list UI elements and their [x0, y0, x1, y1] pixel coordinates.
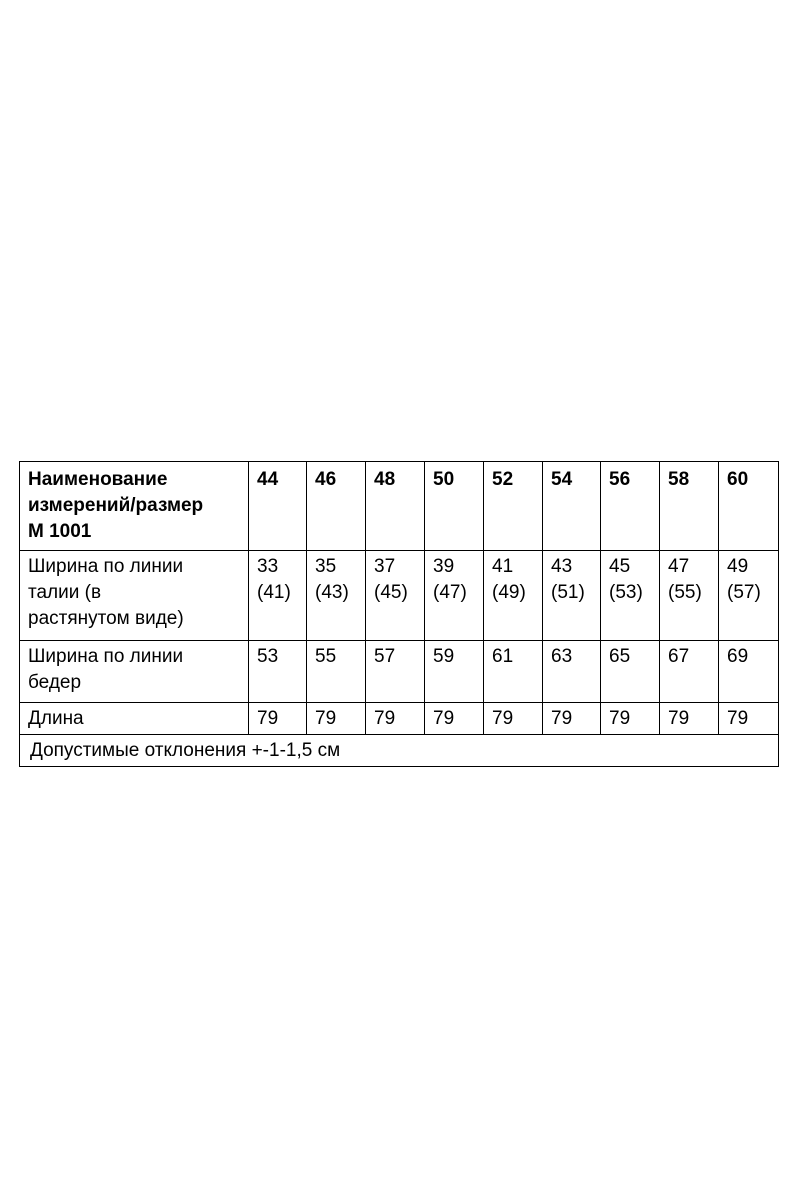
table-row-length [20, 703, 779, 735]
row-label [20, 641, 249, 703]
row-label-line: Ширина по линии [28, 556, 184, 577]
waist-value: 37 [374, 556, 396, 577]
size-header: 46 [307, 462, 366, 551]
row-label-line: Ширина по линии [28, 646, 184, 667]
length-value: 79 [366, 703, 425, 735]
waist-stretched-value: (53) [609, 582, 643, 603]
hips-value: 61 [484, 641, 543, 703]
length-value: 79 [543, 703, 601, 735]
length-value: 79 [484, 703, 543, 735]
waist-stretched-value: (55) [668, 582, 702, 603]
hips-value: 55 [307, 641, 366, 703]
length-value: 79 [719, 703, 779, 735]
length-value: 79 [660, 703, 719, 735]
hips-value: 53 [249, 641, 307, 703]
waist-value-cell [366, 551, 425, 641]
waist-value: 39 [433, 556, 455, 577]
waist-value-cell [425, 551, 484, 641]
length-value: 79 [425, 703, 484, 735]
hips-value: 65 [601, 641, 660, 703]
length-value: 79 [601, 703, 660, 735]
row-label-line: талии (в [28, 582, 102, 603]
table-row-waist [20, 551, 779, 641]
waist-value-cell [543, 551, 601, 641]
waist-stretched-value: (47) [433, 582, 467, 603]
size-header: 52 [484, 462, 543, 551]
size-header: 56 [601, 462, 660, 551]
waist-stretched-value: (43) [315, 582, 349, 603]
table-row-hips [20, 641, 779, 703]
waist-value: 49 [727, 556, 749, 577]
hips-value: 57 [366, 641, 425, 703]
waist-value: 33 [257, 556, 279, 577]
waist-value: 35 [315, 556, 337, 577]
waist-stretched-value: (45) [374, 582, 408, 603]
waist-stretched-value: (51) [551, 582, 585, 603]
size-header: 48 [366, 462, 425, 551]
hips-value: 67 [660, 641, 719, 703]
waist-stretched-value: (41) [257, 582, 291, 603]
waist-value-cell [307, 551, 366, 641]
waist-value-cell [660, 551, 719, 641]
waist-value-cell [484, 551, 543, 641]
waist-value-cell [601, 551, 660, 641]
table-header-row [20, 462, 779, 551]
waist-value: 43 [551, 556, 573, 577]
waist-value-cell [719, 551, 779, 641]
hips-value: 59 [425, 641, 484, 703]
measurement-name-header [20, 462, 249, 551]
row-label-line: растянутом виде) [28, 608, 184, 629]
row-label [20, 703, 249, 735]
row-label-line: бедер [28, 672, 82, 693]
size-header: 60 [719, 462, 779, 551]
row-label [20, 551, 249, 641]
waist-value-cell [249, 551, 307, 641]
header-label-line: Наименование [28, 469, 168, 490]
hips-value: 63 [543, 641, 601, 703]
length-value: 79 [307, 703, 366, 735]
row-label-line: Длина [28, 708, 84, 729]
waist-stretched-value: (57) [727, 582, 761, 603]
size-header: 58 [660, 462, 719, 551]
waist-stretched-value: (49) [492, 582, 526, 603]
tolerance-note: Допустимые отклонения +-1-1,5 см [20, 735, 779, 767]
size-header: 50 [425, 462, 484, 551]
table-footnote-row [20, 735, 779, 767]
waist-value: 47 [668, 556, 690, 577]
length-value: 79 [249, 703, 307, 735]
size-chart-table [19, 461, 779, 767]
hips-value: 69 [719, 641, 779, 703]
header-label-line: измерений/размер [28, 495, 204, 516]
waist-value: 45 [609, 556, 631, 577]
size-header: 44 [249, 462, 307, 551]
size-header: 54 [543, 462, 601, 551]
header-label-line: М 1001 [28, 521, 92, 542]
waist-value: 41 [492, 556, 514, 577]
